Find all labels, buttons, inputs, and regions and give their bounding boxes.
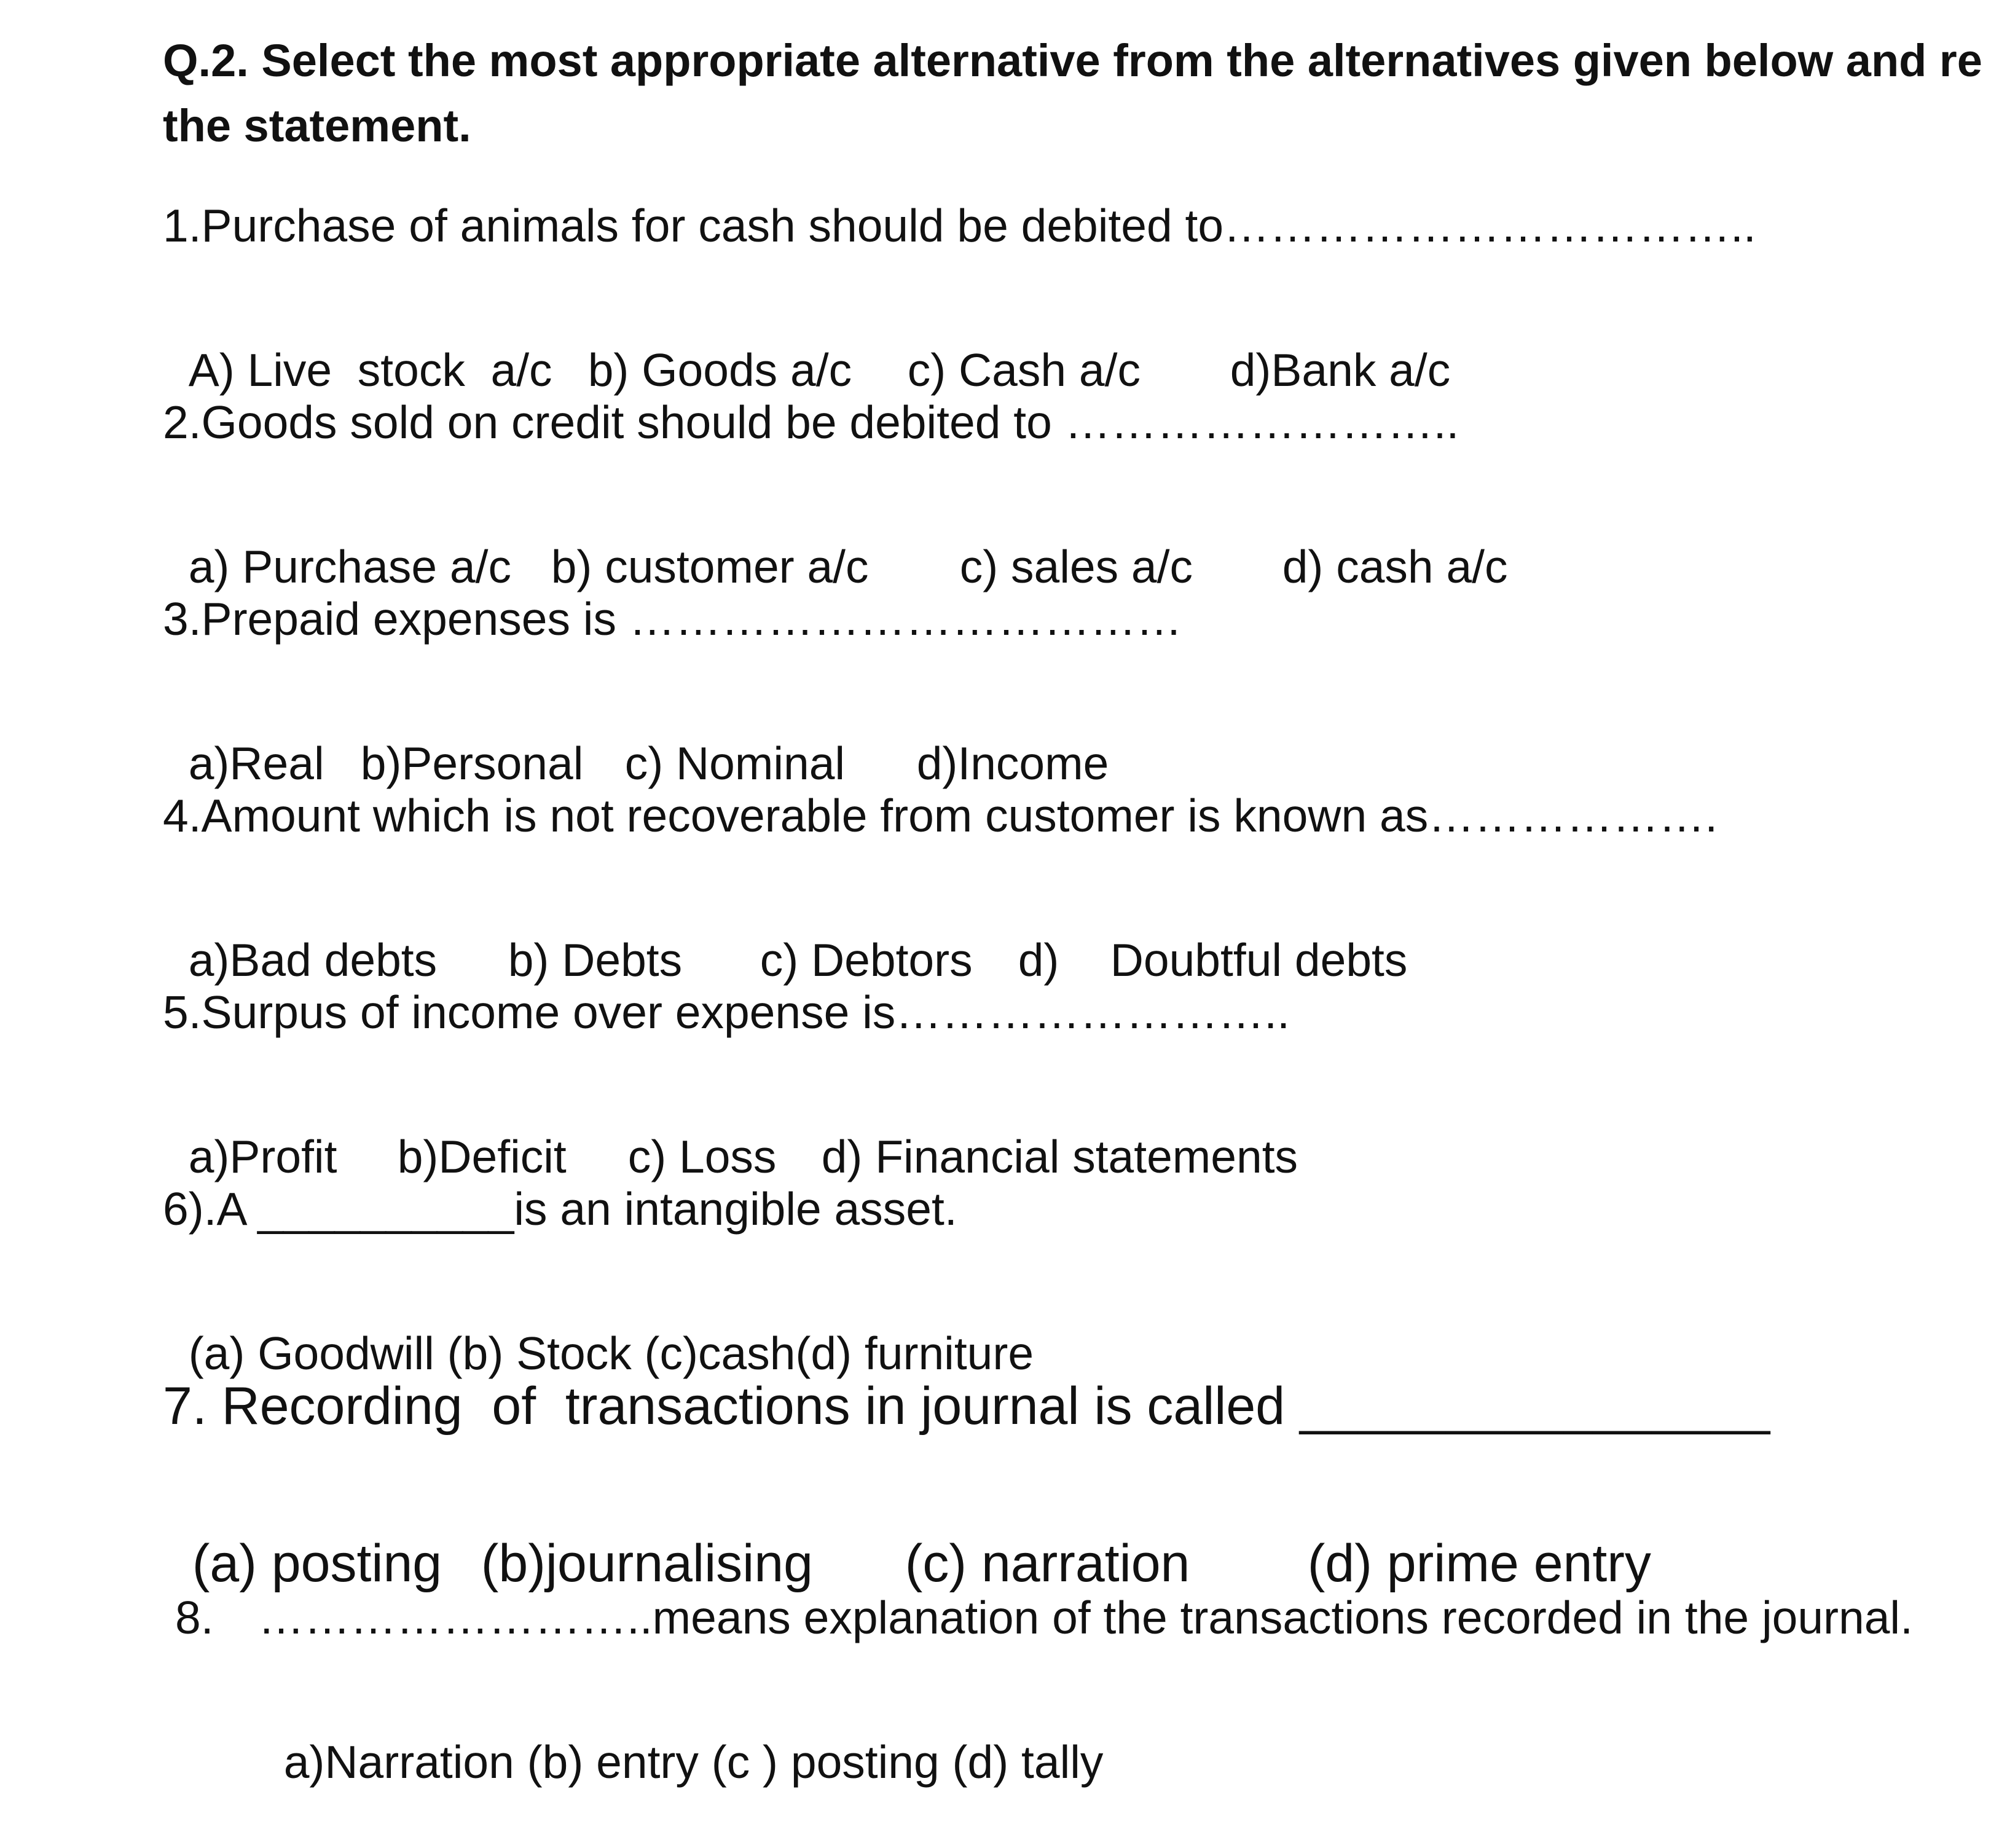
q1-option-b: b) Goods a/c bbox=[587, 344, 852, 396]
q3-option-d: d)Income bbox=[916, 737, 1109, 789]
q7-option-b: (b)journalising bbox=[481, 1534, 813, 1593]
question-8-stem: ……………………..means explanation of the transactions recorded in the journal. bbox=[258, 1592, 1913, 1643]
q1-option-a: A) Live stock a/c bbox=[188, 344, 552, 396]
q7-option-d: (d) prime entry bbox=[1307, 1534, 1651, 1593]
question-heading-line-1: Q.2. Select the most appropriate alternative from the alternatives given below and re bbox=[163, 35, 1982, 86]
question-3-stem: 3.Prepaid expenses is ……………………………… bbox=[163, 593, 1182, 645]
q5-option-c: c) Loss bbox=[627, 1131, 777, 1182]
question-5-options bbox=[163, 1088, 1298, 1180]
q6-options-text: (a) Goodwill (b) Stock (c)cash(d) furniture bbox=[188, 1327, 1034, 1379]
q3-option-b: b)Personal bbox=[360, 737, 584, 789]
question-6-options bbox=[163, 1284, 1034, 1377]
question-heading-line-2: the statement. bbox=[163, 100, 471, 151]
q4-option-b: b) Debts bbox=[508, 934, 683, 986]
q2-option-d: d) cash a/c bbox=[1282, 541, 1508, 592]
q5-option-b: b)Deficit bbox=[397, 1131, 567, 1182]
question-8-number: 8. bbox=[175, 1592, 214, 1643]
q8-options-text: a)Narration (b) entry (c ) posting (d) tally bbox=[283, 1736, 1104, 1788]
question-6-stem: 6).A __________is an intangible asset. bbox=[163, 1183, 957, 1235]
q1-option-d: d)Bank a/c bbox=[1230, 344, 1451, 396]
question-3-options bbox=[163, 694, 1109, 787]
q1-option-c: c) Cash a/c bbox=[907, 344, 1141, 396]
q4-option-c: c) Debtors bbox=[760, 934, 973, 986]
q2-option-a: a) Purchase a/c bbox=[188, 541, 511, 592]
q5-option-a: a)Profit bbox=[188, 1131, 337, 1182]
q3-option-a: a)Real bbox=[188, 737, 324, 789]
q4-option-d: d) Doubtful debts bbox=[1018, 934, 1408, 986]
question-4-stem: 4.Amount which is not recoverable from customer is known as………………. bbox=[163, 790, 1718, 841]
question-1-stem: 1.Purchase of animals for cash should be debited to…………………………….. bbox=[163, 200, 1756, 251]
q7-option-a: (a) posting bbox=[192, 1534, 442, 1593]
question-8-options bbox=[258, 1693, 1104, 1788]
q2-option-b: b) customer a/c bbox=[551, 541, 869, 592]
question-7-stem: 7. Recording of transactions in journal is called ________________ bbox=[163, 1377, 1770, 1436]
q4-option-a: a)Bad debts bbox=[188, 934, 438, 986]
question-2-options bbox=[163, 498, 1508, 590]
question-1-options bbox=[163, 301, 1451, 396]
q5-option-d: d) Financial statements bbox=[821, 1131, 1298, 1182]
question-7-options bbox=[163, 1484, 1651, 1593]
q3-option-c: c) Nominal bbox=[624, 737, 846, 789]
question-4-options bbox=[163, 891, 1408, 986]
q2-option-c: c) sales a/c bbox=[959, 541, 1193, 592]
question-5-stem: 5.Surpus of income over expense is…………………….. bbox=[163, 986, 1290, 1038]
q7-option-c: (c) narration bbox=[905, 1534, 1190, 1593]
question-2-stem: 2.Goods sold on credit should be debited to …………………….. bbox=[163, 396, 1459, 448]
